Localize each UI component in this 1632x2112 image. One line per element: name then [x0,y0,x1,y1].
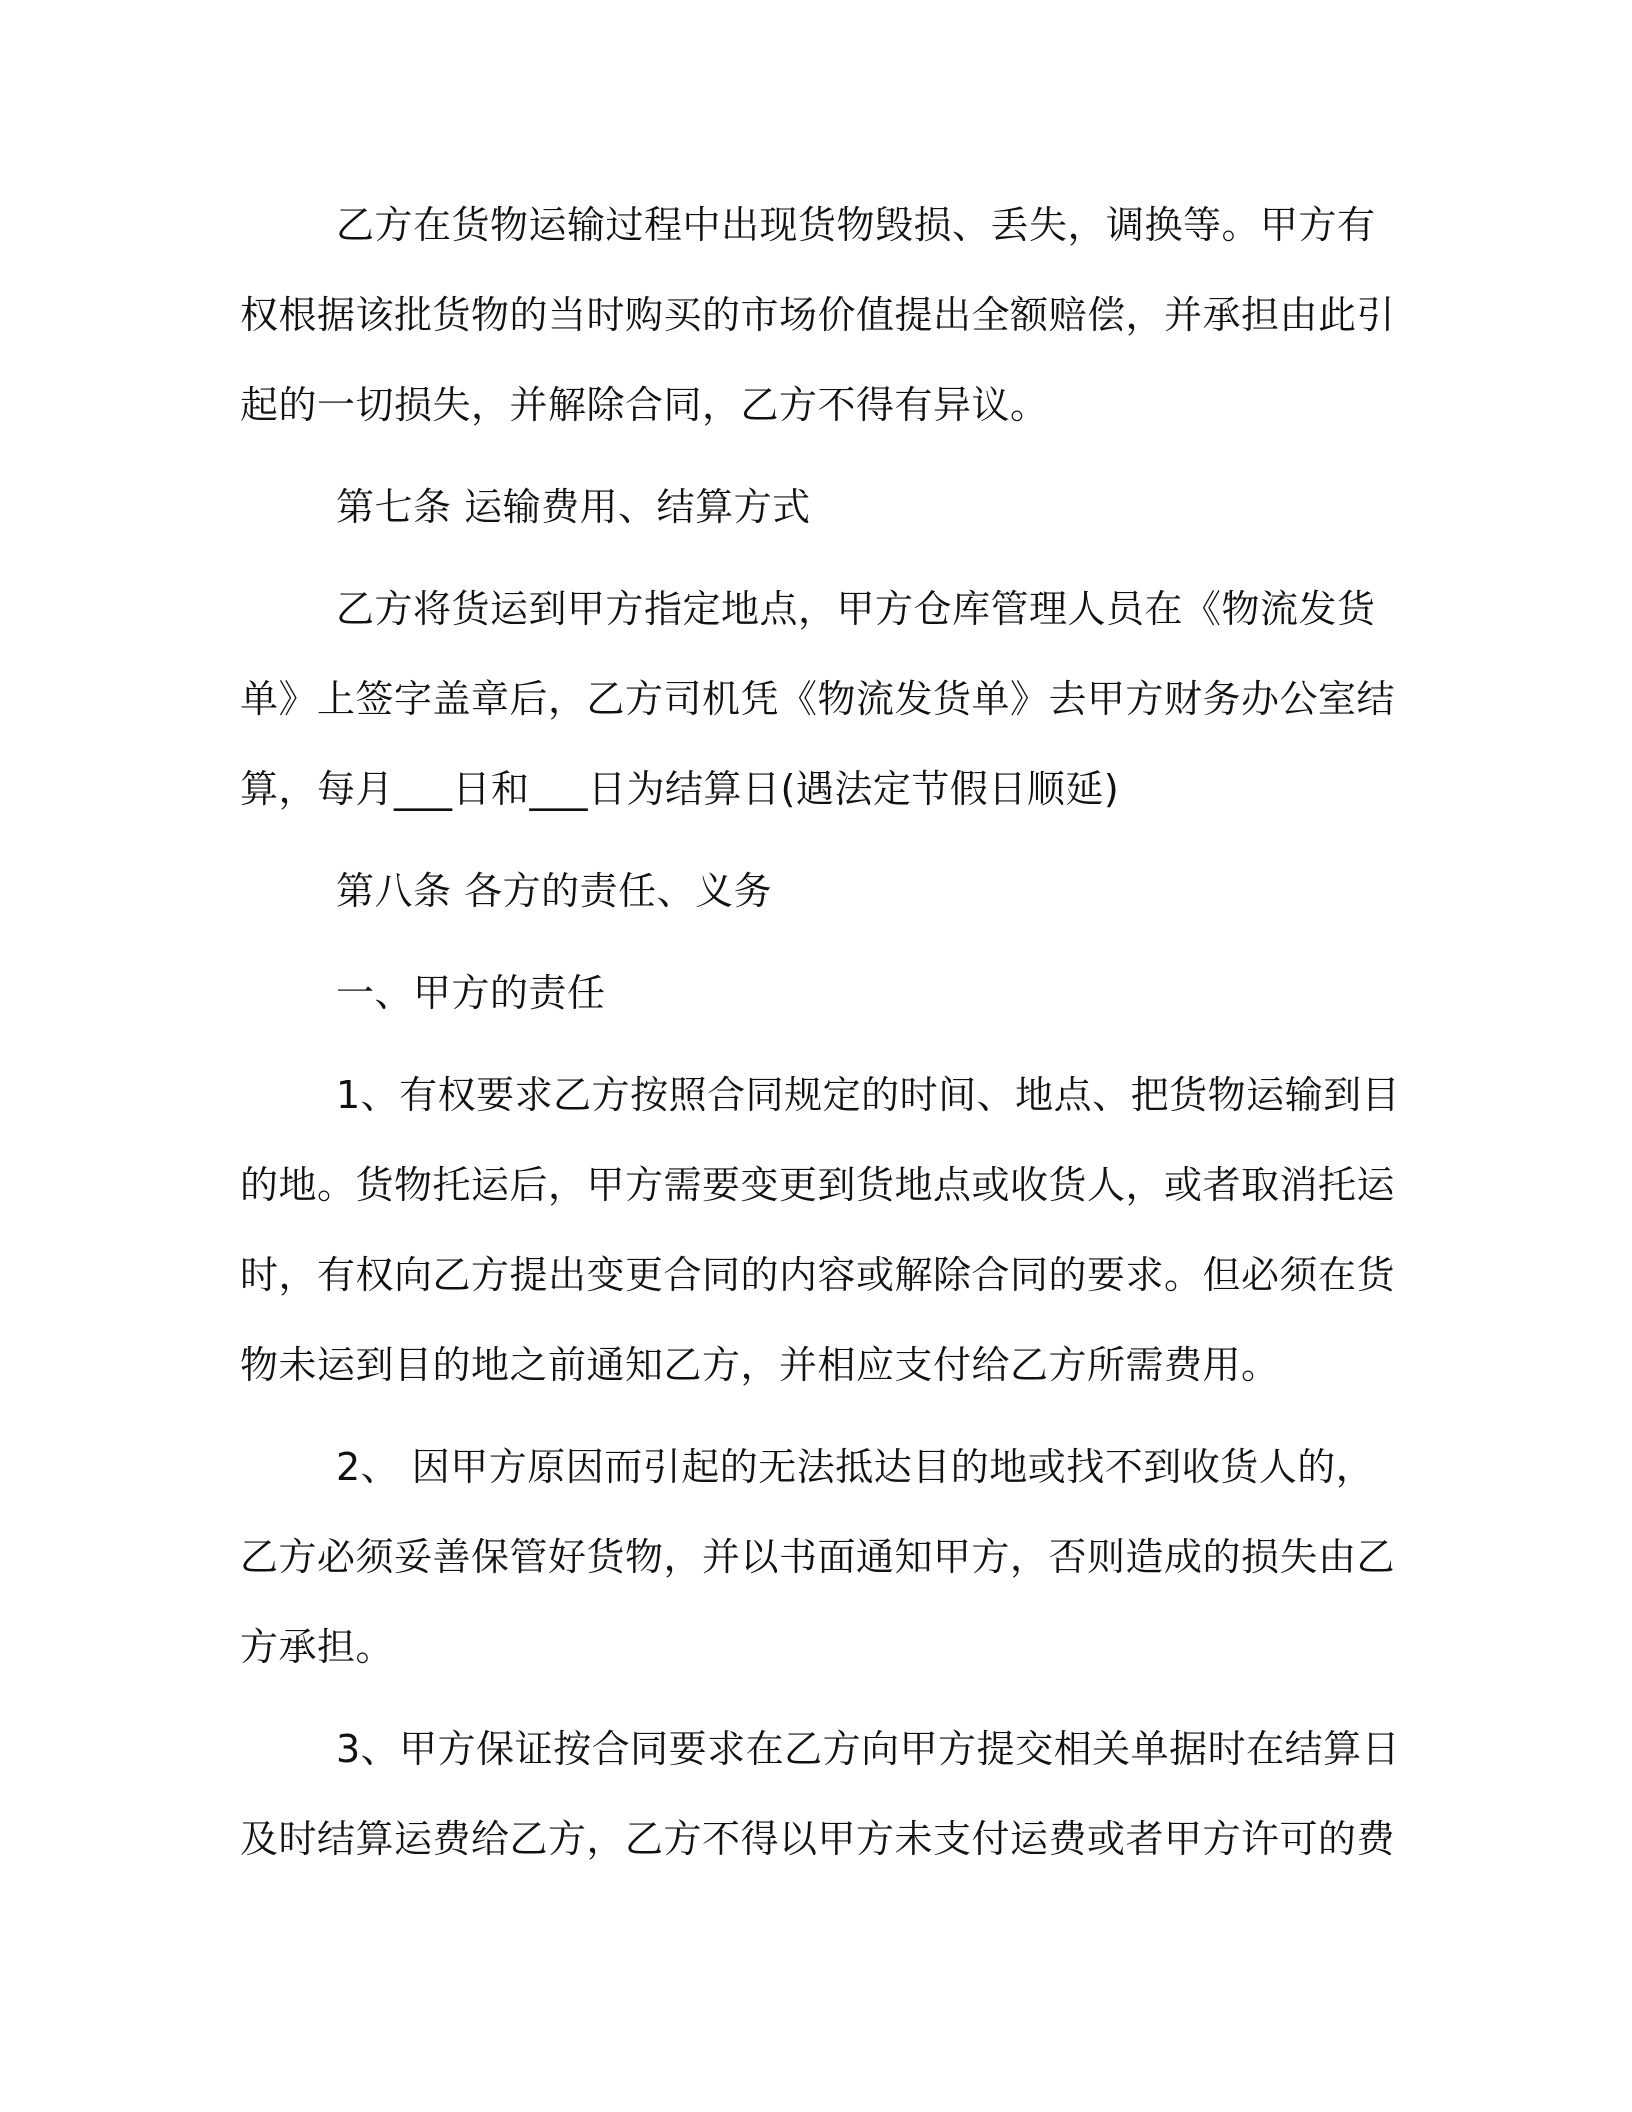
clause-3: 3、甲方保证按合同要求在乙方向甲方提交相关单据时在结算日及时结算运费给乙方，乙方不得以甲方未支付运费或者甲方许可的费 [240,1727,1401,1861]
clause-1: 1、有权要求乙方按照合同规定的时间、地点、把货物运输到目的地。货物托运后，甲方需要变更到货地点或收货人，或者取消托运时，有权向乙方提出变更合同的内容或解除合同的要求。但必须在货物未运到目的地之前通知乙方，并相应支付给乙方所需费用。 [240,1073,1401,1387]
paragraph-liability-damage: 乙方在货物运输过程中出现货物毁损、丢失，调换等。甲方有权根据该批货物的当时购买的市场价值提出全额赔偿，并承担由此引起的一切损失，并解除合同，乙方不得有异议。 [240,203,1396,427]
article-7-heading: 第七条 运输费用、结算方式 [336,485,811,529]
paragraph-settlement: 乙方将货运到甲方指定地点，甲方仓库管理人员在《物流发货单》上签字盖章后，乙方司机凭《物流发货单》去甲方财务办公室结算，每月___日和___日为结算日(遇法定节假日顺延) [240,587,1396,811]
clause-2: 2、 因甲方原因而引起的无法抵达目的地或找不到收货人的，乙方必须妥善保管好货物，并以书面通知甲方，否则造成的损失由乙方承担。 [240,1445,1396,1669]
section-party-a-heading: 一、甲方的责任 [336,971,606,1015]
document-body [240,180,1410,1896]
article-8-heading: 第八条 各方的责任、义务 [336,869,773,913]
